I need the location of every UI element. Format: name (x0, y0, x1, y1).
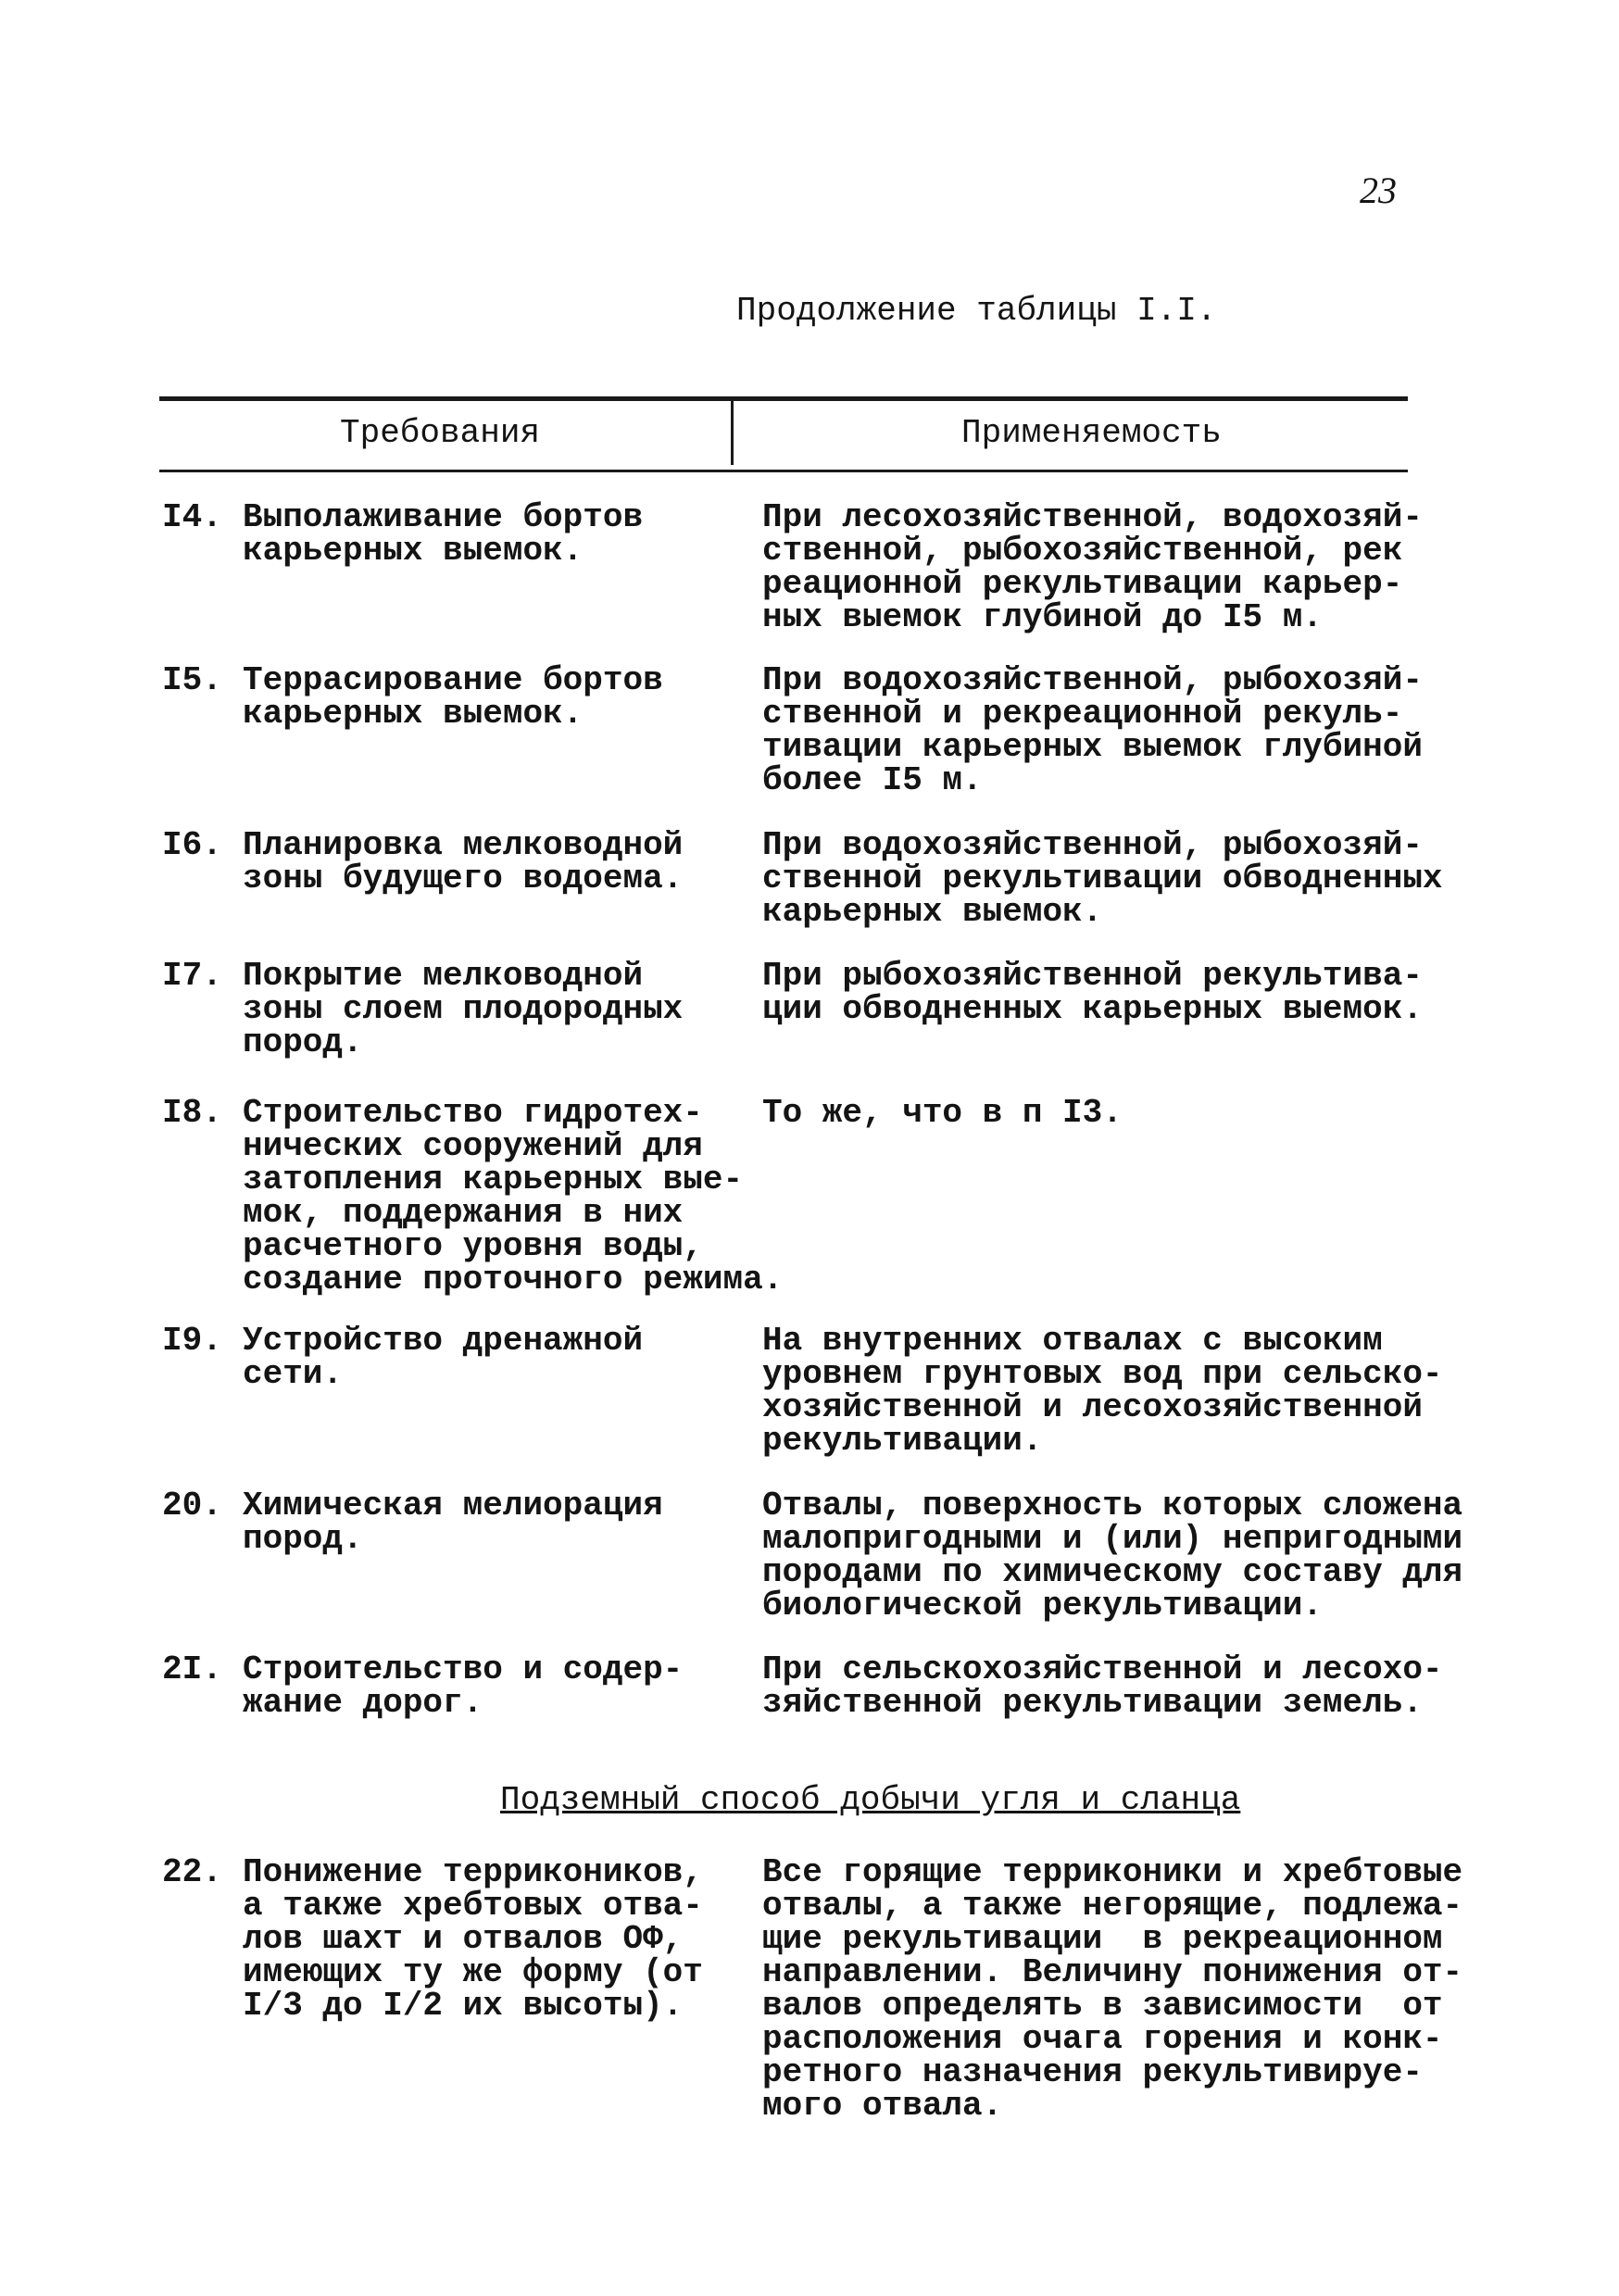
table-caption: Продолжение таблицы I.I. (736, 292, 1217, 330)
row-requirement: Химическая мелиорация пород. (243, 1487, 663, 1558)
row-applicability: Все горящие терриконики и хребтовые отвалы, а также негорящие, подлежа- щие рекультивации в рекреационном направлении. Величину понижения от- валов определять в зависимости от расположения очага горения и конк- ретного назначения рекультивируе- мого отвала. (762, 1853, 1463, 2125)
row-requirement: Покрытие мелководной зоны слоем плодородных пород. (243, 957, 684, 1061)
row-number: I4. (162, 498, 222, 536)
table-top-rule (159, 396, 1408, 401)
row-number: 2I. (162, 1650, 222, 1688)
row-requirement: Строительство гидротех- нических сооружений для затопления карьерных вые- мок, поддержания в них расчетного уровня воды, создание проточного режима. (243, 1094, 784, 1299)
header-requirements: Требования (340, 414, 541, 452)
row-applicability: При рыбохозяйственной рекультива- ции обводненных карьерных выемок. (762, 957, 1423, 1028)
row-number: I7. (162, 957, 222, 995)
row-number: I5. (162, 661, 222, 699)
section-heading: Подземный способ добычи угля и сланца (500, 1781, 1241, 1819)
page-number: 23 (1360, 169, 1397, 211)
row-requirement: Выполаживание бортов карьерных выемок. (243, 498, 644, 570)
row-requirement: Строительство и содер- жание дорог. (243, 1650, 684, 1722)
header-applicability: Применяемость (961, 414, 1222, 452)
row-applicability: При водохозяйственной, рыбохозяй- ственной рекультивации обводненных карьерных выемок. (762, 826, 1443, 931)
row-number: I9. (162, 1322, 222, 1360)
row-number: 20. (162, 1487, 222, 1524)
row-applicability: При лесохозяйственной, водохозяй- ственной, рыбохозяйственной, рек реационной рекультивации карьер- ных выемок глубиной до I5 м. (762, 498, 1423, 636)
header-bottom-rule (159, 470, 1408, 472)
row-requirement: Террасирование бортов карьерных выемок. (243, 661, 663, 733)
row-requirement: Устройство дренажной сети. (243, 1322, 644, 1393)
row-applicability: То же, что в п I3. (762, 1094, 1123, 1132)
row-applicability: При водохозяйственной, рыбохозяй- ственной и рекреационной рекуль- тивации карьерных выемок глубиной более I5 м. (762, 661, 1423, 799)
header-column-separator (731, 398, 734, 465)
row-number: I6. (162, 826, 222, 864)
row-applicability: На внутренних отвалах с высоким уровнем грунтовых вод при сельско- хозяйственной и лесохозяйственной рекультивации. (762, 1322, 1443, 1460)
row-applicability: При сельскохозяйственной и лесохо- зяйственной рекультивации земель. (762, 1650, 1443, 1722)
row-number: I8. (162, 1094, 222, 1132)
row-requirement: Понижение террикоников, а также хребтовых отва- лов шахт и отвалов ОФ, имеющих ту же форму (от I/3 до I/2 их высоты). (243, 1853, 703, 2025)
row-number: 22. (162, 1853, 222, 1891)
row-applicability: Отвалы, поверхность которых сложена малопригодными и (или) непригодными породами по химическому составу для биологической рекультивации. (762, 1487, 1463, 1625)
row-requirement: Планировка мелководной зоны будущего водоема. (243, 826, 684, 897)
